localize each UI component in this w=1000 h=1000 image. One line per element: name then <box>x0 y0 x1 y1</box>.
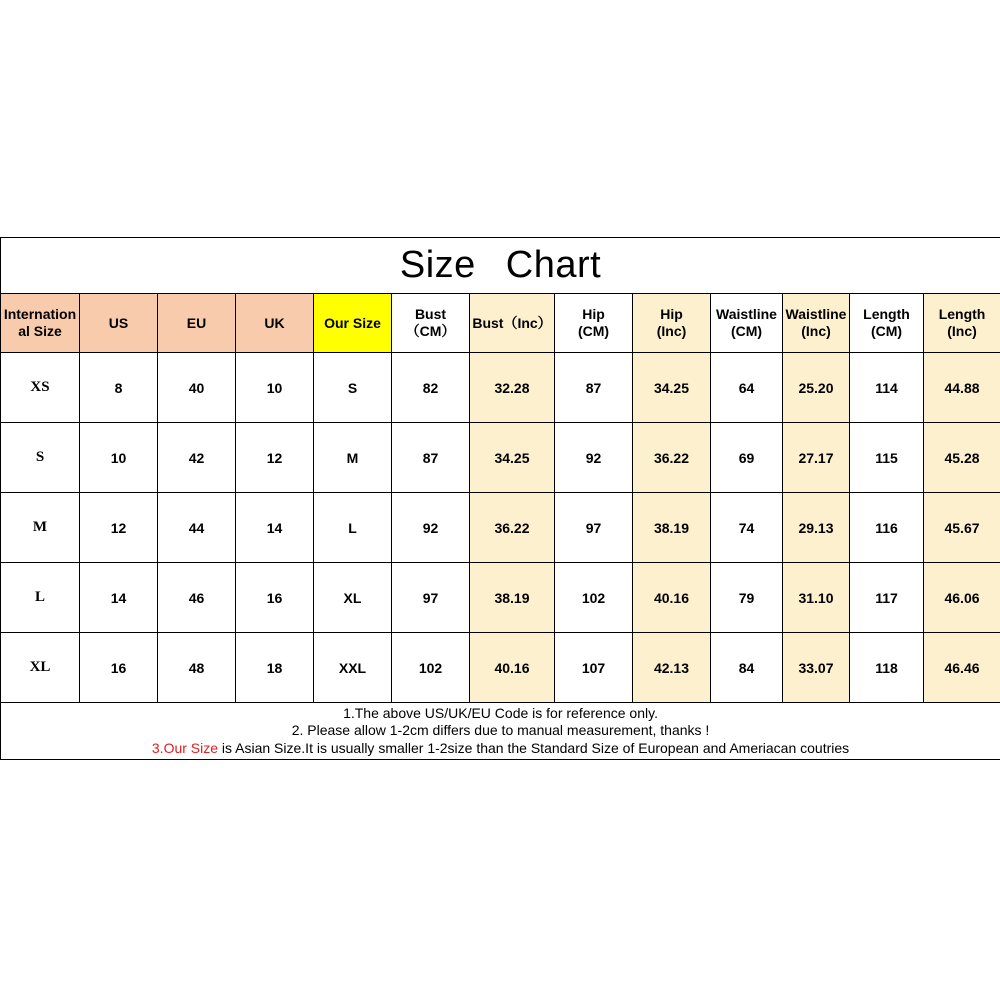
table-cell: L <box>1 563 80 633</box>
table-row <box>1 493 1000 563</box>
table-cell: 69 <box>711 423 783 493</box>
size-chart <box>0 237 1000 760</box>
column-header: Waistline (Inc) <box>783 294 850 353</box>
size-table <box>0 237 1000 760</box>
table-cell: 14 <box>236 493 314 563</box>
table-cell: 16 <box>80 633 158 703</box>
table-cell: 10 <box>236 353 314 423</box>
table-cell: 42 <box>158 423 236 493</box>
column-header: Length (CM) <box>850 294 924 353</box>
note-3-highlight: Our Size <box>163 739 219 756</box>
table-cell: 44.88 <box>924 353 1000 423</box>
column-header: Hip (Inc) <box>633 294 711 353</box>
column-header: Our Size <box>314 294 392 353</box>
table-cell: 64 <box>711 353 783 423</box>
table-cell: 87 <box>555 353 633 423</box>
table-cell: XXL <box>314 633 392 703</box>
table-cell: 92 <box>555 423 633 493</box>
table-cell: M <box>1 493 80 563</box>
notes-row <box>1 703 1000 760</box>
table-cell: XS <box>1 353 80 423</box>
table-cell: 38.19 <box>470 563 555 633</box>
table-cell: 44 <box>158 493 236 563</box>
table-cell: 36.22 <box>470 493 555 563</box>
table-cell: 102 <box>555 563 633 633</box>
column-header: Internation al Size <box>1 294 80 353</box>
title-row <box>1 238 1000 294</box>
table-cell: 14 <box>80 563 158 633</box>
table-cell: 45.28 <box>924 423 1000 493</box>
note-3-number: 3. <box>151 739 164 756</box>
table-cell: 118 <box>850 633 924 703</box>
table-cell: 114 <box>850 353 924 423</box>
table-cell: S <box>314 353 392 423</box>
column-header: EU <box>158 294 236 353</box>
table-row <box>1 563 1000 633</box>
table-cell: 116 <box>850 493 924 563</box>
table-cell: 97 <box>555 493 633 563</box>
table-cell: 117 <box>850 563 924 633</box>
table-cell: 40.16 <box>470 633 555 703</box>
table-cell: 34.25 <box>470 423 555 493</box>
column-header: Length (Inc) <box>924 294 1000 353</box>
table-cell: 46.46 <box>924 633 1000 703</box>
table-cell: 34.25 <box>633 353 711 423</box>
table-cell: 25.20 <box>783 353 850 423</box>
table-cell: 82 <box>392 353 470 423</box>
table-cell: 92 <box>392 493 470 563</box>
table-cell: 27.17 <box>783 423 850 493</box>
table-cell: 40.16 <box>633 563 711 633</box>
title-word-chart: Chart <box>505 244 602 286</box>
table-cell: S <box>1 423 80 493</box>
table-cell: XL <box>314 563 392 633</box>
table-cell: 107 <box>555 633 633 703</box>
table-cell: 12 <box>80 493 158 563</box>
table-cell: 40 <box>158 353 236 423</box>
title-word-size: Size <box>399 244 476 286</box>
table-cell: 42.13 <box>633 633 711 703</box>
table-cell: 12 <box>236 423 314 493</box>
column-header: Hip (CM) <box>555 294 633 353</box>
table-cell: 31.10 <box>783 563 850 633</box>
table-cell: 36.22 <box>633 423 711 493</box>
table-cell: 32.28 <box>470 353 555 423</box>
table-cell: 87 <box>392 423 470 493</box>
table-cell: 46.06 <box>924 563 1000 633</box>
table-cell: 38.19 <box>633 493 711 563</box>
notes <box>1 703 1000 760</box>
table-cell: 46 <box>158 563 236 633</box>
column-header: Bust（Inc） <box>470 294 555 353</box>
table-cell: 97 <box>392 563 470 633</box>
table-cell: 79 <box>711 563 783 633</box>
column-header: UK <box>236 294 314 353</box>
table-cell: 74 <box>711 493 783 563</box>
table-cell: 102 <box>392 633 470 703</box>
table-cell: M <box>314 423 392 493</box>
note-1: 1.The above US/UK/EU Code is for reference only. <box>343 704 658 721</box>
table-cell: 33.07 <box>783 633 850 703</box>
note-3-text: is Asian Size.It is usually smaller 1-2size than the Standard Size of European and Ameriacan coutries <box>218 739 850 756</box>
table-cell: 45.67 <box>924 493 1000 563</box>
table-row <box>1 633 1000 703</box>
table-cell: L <box>314 493 392 563</box>
table-cell: 18 <box>236 633 314 703</box>
table-row <box>1 353 1000 423</box>
column-header: US <box>80 294 158 353</box>
note-2: 2. Please allow 1-2cm differs due to manual measurement, thanks ! <box>291 722 710 739</box>
table-cell: 29.13 <box>783 493 850 563</box>
table-cell: 10 <box>80 423 158 493</box>
table-row <box>1 423 1000 493</box>
table-cell: 48 <box>158 633 236 703</box>
table-cell: 8 <box>80 353 158 423</box>
note-3 <box>1 740 1000 758</box>
header-row <box>1 294 1000 353</box>
chart-title <box>1 238 1000 294</box>
table-cell: XL <box>1 633 80 703</box>
column-header: Bust （CM） <box>392 294 470 353</box>
column-header: Waistline (CM) <box>711 294 783 353</box>
table-cell: 115 <box>850 423 924 493</box>
table-cell: 16 <box>236 563 314 633</box>
table-cell: 84 <box>711 633 783 703</box>
